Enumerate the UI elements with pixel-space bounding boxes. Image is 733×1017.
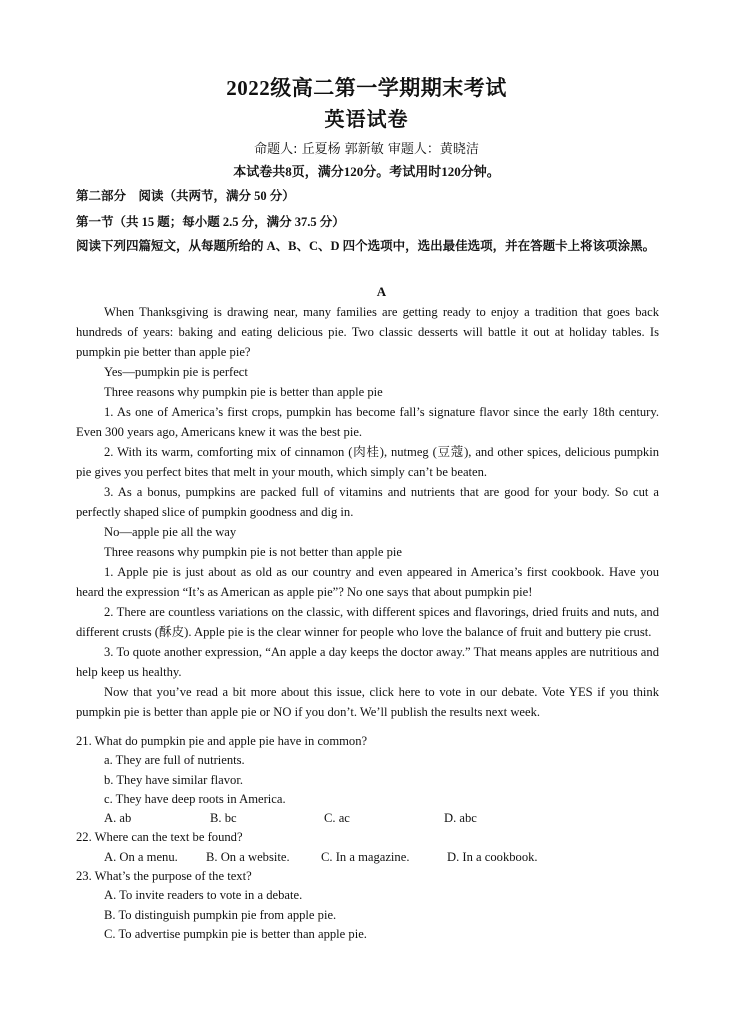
section-part2-heading: 第二部分 阅读（共两节，满分 50 分） [76, 189, 295, 203]
q22-option-d: D. In a cookbook. [447, 849, 538, 864]
yes-reason-1: 1. As one of America’s first crops, pumpkin has become fall’s signature flavor since the early 18th century. Even 300 years ago, Americans knew it was the best pie. [76, 405, 659, 439]
yes-reason-3: 3. As a bonus, pumpkins are packed full of vitamins and nutrients that are good for your body. So cut a perfectly shaped slice of pumpkin goodness and dig in. [76, 485, 659, 519]
exam-notice: 本试卷共8页，满分120分。考试用时120分钟。 [233, 164, 500, 179]
yes-subheading: Three reasons why pumpkin pie is better than apple pie [104, 385, 383, 399]
q21-item-a: a. They are full of nutrients. [104, 753, 245, 768]
q23-option-c: C. To advertise pumpkin pie is better than apple pie. [104, 926, 367, 941]
q22-option-a: A. On a menu. [104, 849, 178, 864]
section-instruction: 阅读下列四篇短文，从每题所给的 A、B、C、D 四个选项中，选出最佳选项，并在答题卡上将该项涂黑。 [76, 239, 656, 253]
question-22: 22. Where can the text be found? [76, 830, 243, 845]
question-21: 21. What do pumpkin pie and apple pie have in common? [76, 734, 368, 748]
no-heading: No—apple pie all the way [104, 525, 237, 539]
authors-line: 命题人: 丘夏杨 郭新敏 审题人：黄晓洁 [254, 142, 479, 157]
passage-intro: When Thanksgiving is drawing near, many families are getting ready to enjoy a tradition that goes back hundreds of years: baking and eating delicious pie. Two classic desserts will battle it out at holiday tables. Is pumpkin pie better than apple pie? [76, 305, 659, 359]
questions-block [76, 732, 659, 944]
yes-reason-2: 2. With its warm, comforting mix of cinnamon (肉桂), nutmeg (豆蔻), and other spices, delicious pumpkin pie gives you perfect bites that melt in your mouth, which simply can’t be beaten. [76, 445, 659, 479]
q22-option-c: C. In a magazine. [321, 849, 410, 864]
passage-label: A [376, 284, 387, 299]
q21-option-d: D. abc [444, 811, 477, 826]
q22-options [76, 848, 659, 867]
exam-subtitle: 英语试卷 [324, 109, 409, 131]
q21-options [76, 809, 659, 828]
q22-option-b: B. On a website. [206, 849, 290, 864]
q21-item-b: b. They have similar flavor. [104, 772, 243, 787]
section-part2-1-heading: 第一节（共 15 题；每小题 2.5 分，满分 37.5 分） [76, 215, 345, 229]
no-subheading: Three reasons why pumpkin pie is not better than apple pie [104, 545, 402, 559]
no-reason-3: 3. To quote another expression, “An apple a day keeps the doctor away.” That means apples are nutritious and help keep us healthy. [76, 645, 659, 679]
q23-option-b: B. To distinguish pumpkin pie from apple pie. [104, 907, 337, 922]
q23-option-a: A. To invite readers to vote in a debate. [104, 888, 303, 903]
passage-outro: Now that you’ve read a bit more about this issue, click here to vote in our debate. Vote YES if you think pumpkin pie is better than apple pie or NO if you don’t. We’ll publish the results next week. [76, 685, 659, 719]
question-23: 23. What’s the purpose of the text? [76, 869, 252, 884]
passage-body [76, 302, 659, 722]
no-reason-2: 2. There are countless variations on the classic, with different spices and flavorings, dried fruits and nuts, and different crusts (酥皮). Apple pie is the clear winner for people who love the balance of fruit and buttery pie crust. [76, 605, 659, 639]
q21-option-c: C. ac [324, 811, 350, 826]
no-reason-1: 1. Apple pie is just about as old as our country and even appeared in America’s first cookbook. Have you heard the expression “It’s as American as apple pie”? No one says that about pumpkin pie! [76, 565, 659, 599]
q21-item-c: c. They have deep roots in America. [104, 791, 286, 806]
q21-option-a: A. ab [104, 811, 132, 826]
yes-heading: Yes—pumpkin pie is perfect [104, 365, 248, 379]
exam-title: 2022级高二第一学期期末考试 [226, 76, 507, 100]
q21-option-b: B. bc [210, 811, 237, 826]
